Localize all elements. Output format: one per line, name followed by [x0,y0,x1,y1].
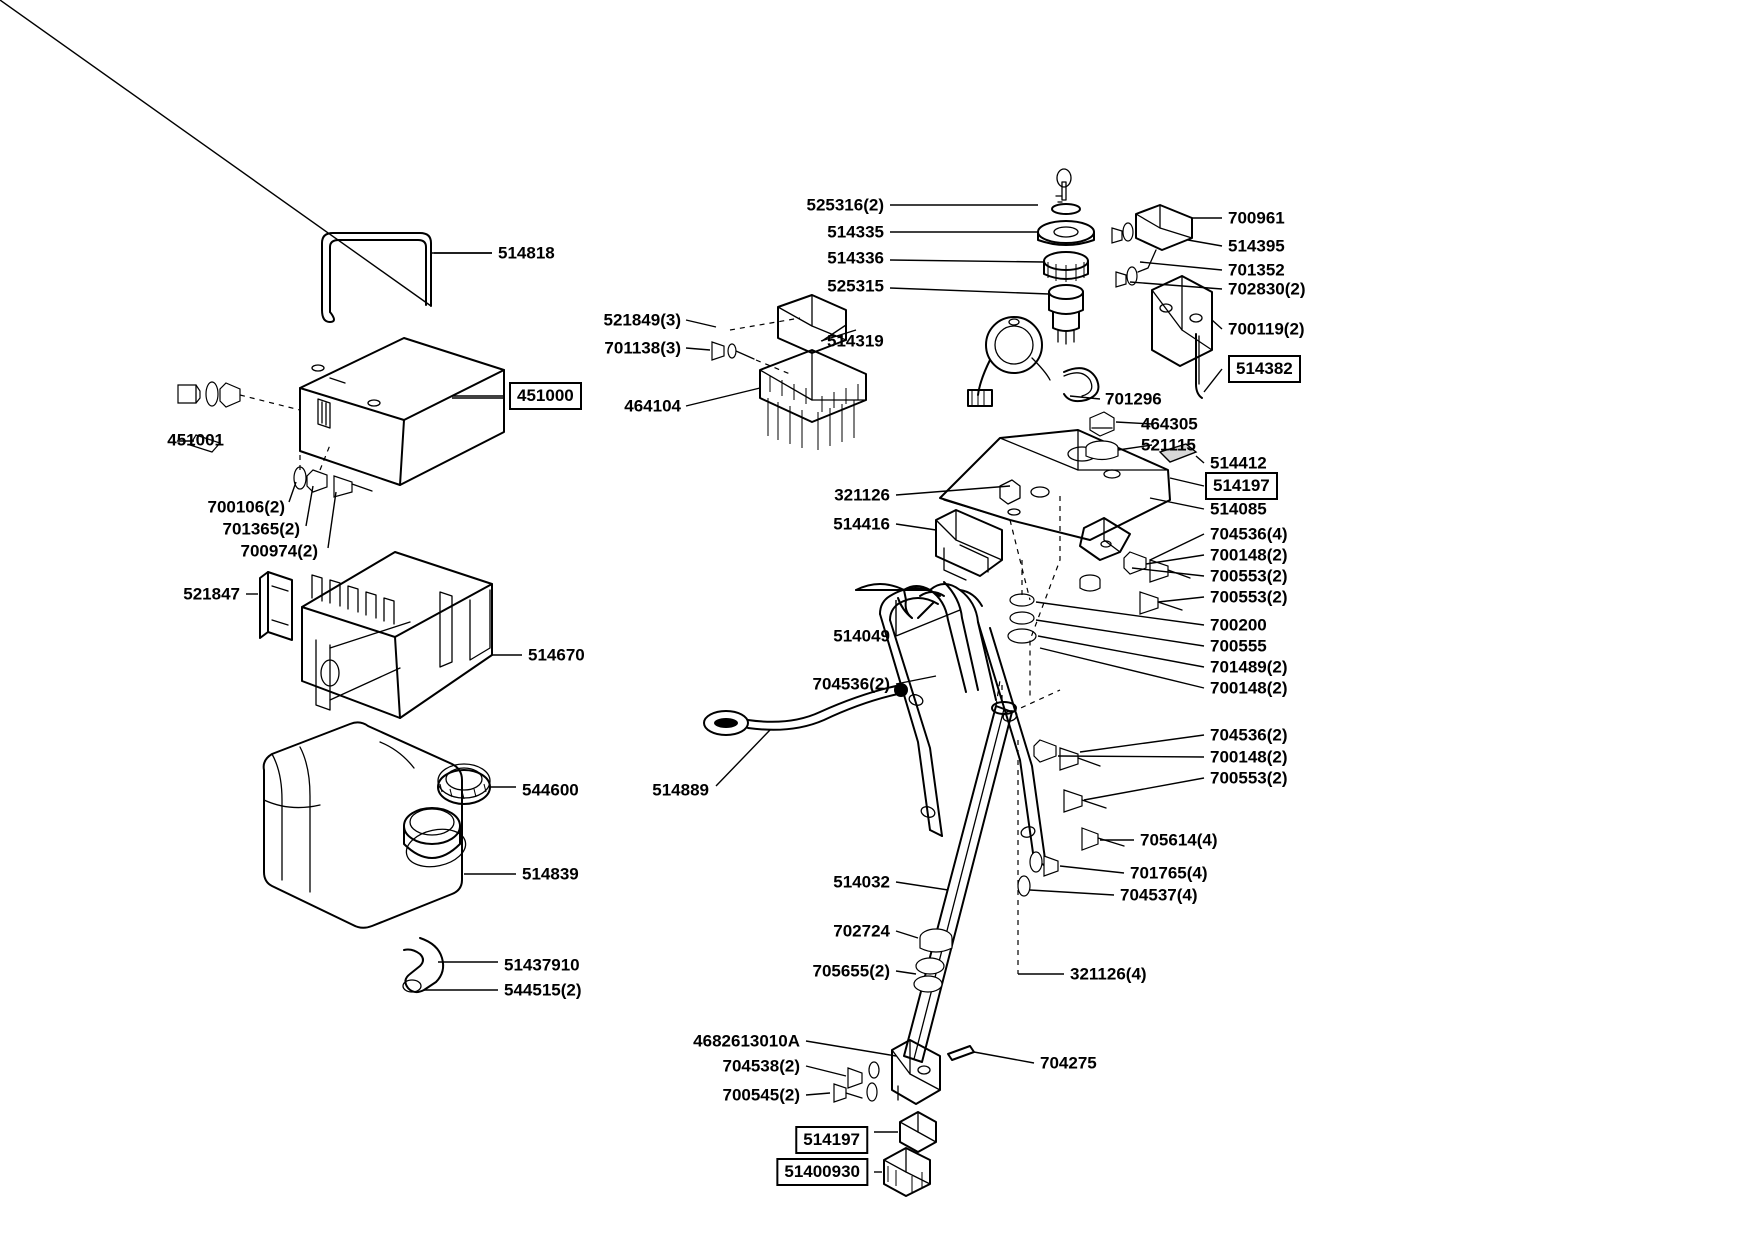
label-700553-2c: 700553(2) [1210,768,1288,788]
part-464104-connector [686,295,866,450]
label-700553-2b: 700553(2) [1210,587,1288,607]
label-514395: 514395 [1228,236,1285,256]
label-700148-2c: 700148(2) [1210,747,1288,767]
label-451001: 451001 [167,430,224,450]
label-701365-2: 701365(2) [222,519,300,539]
label-514085: 514085 [1210,499,1267,519]
label-704537-4: 704537(4) [1120,885,1198,905]
label-701765-4: 701765(4) [1130,863,1208,883]
part-451000-battery [300,338,504,485]
label-514049: 514049 [833,626,890,646]
label-704275: 704275 [1040,1053,1097,1073]
label-700106-2: 700106(2) [207,497,285,517]
label-514197-top: 514197 [1205,472,1278,500]
label-702830-2: 702830(2) [1228,279,1306,299]
label-700200: 700200 [1210,615,1267,635]
label-521849-3: 521849(3) [603,310,681,330]
label-700148-2b: 700148(2) [1210,678,1288,698]
part-514382-bracket-group [1112,205,1222,398]
label-704536-2b: 704536(2) [1210,725,1288,745]
label-701138-3: 701138(3) [604,338,681,358]
part-ignition-stack [890,169,1094,344]
label-705655-2: 705655(2) [812,961,890,981]
label-51437910: 51437910 [504,955,580,975]
label-514197-bottom: 514197 [795,1126,868,1154]
label-514889: 514889 [652,780,709,800]
label-544600: 544600 [522,780,579,800]
label-700119-2: 700119(2) [1228,319,1305,339]
label-705614-4: 705614(4) [1140,830,1218,850]
label-514839: 514839 [522,864,579,884]
part-514839-fuel-tank [264,722,516,992]
label-514032: 514032 [833,872,890,892]
part-514670-tray [302,552,522,718]
label-521847: 521847 [183,584,240,604]
label-700545-2: 700545(2) [722,1085,800,1105]
label-702724: 702724 [833,921,890,941]
part-514319-coil [968,317,1100,406]
label-521115: 521115 [1141,435,1196,455]
label-514670: 514670 [528,645,585,665]
label-514818: 514818 [498,243,555,263]
label-544515-2: 544515(2) [504,980,582,1000]
label-514416: 514416 [833,514,890,534]
label-525316-2: 525316(2) [806,195,884,215]
label-701489-2: 701489(2) [1210,657,1288,677]
label-525315: 525315 [827,276,884,296]
label-514382: 514382 [1228,355,1301,383]
label-514336: 514336 [827,248,884,268]
label-321126-4: 321126(4) [1070,964,1147,984]
fasteners-below-battery [289,432,372,548]
label-704538-2: 704538(2) [722,1056,800,1076]
label-321126: 321126 [834,485,890,505]
label-4682613010A: 4682613010A [693,1031,800,1051]
label-700974-2: 700974(2) [240,541,318,561]
label-701352: 701352 [1228,260,1285,280]
label-464104: 464104 [624,396,681,416]
label-700553-2a: 700553(2) [1210,566,1288,586]
part-514889-cable [704,683,908,786]
part-514416-clamp [896,496,1204,700]
label-700555: 700555 [1210,636,1267,656]
label-451000: 451000 [509,382,582,410]
label-701296: 701296 [1105,389,1162,409]
label-514335: 514335 [827,222,884,242]
fasteners-console [1080,552,1190,614]
label-704536-2: 704536(2) [812,674,890,694]
label-514412: 514412 [1210,453,1267,473]
label-51400930: 51400930 [776,1158,868,1186]
label-700148-2a: 700148(2) [1210,545,1288,565]
part-514818-bail [0,0,492,322]
label-464305: 464305 [1141,414,1198,434]
label-704536-4: 704536(4) [1210,524,1288,544]
label-514319: 514319 [827,331,884,351]
label-700961: 700961 [1228,208,1285,228]
part-521847-clip [246,572,292,640]
